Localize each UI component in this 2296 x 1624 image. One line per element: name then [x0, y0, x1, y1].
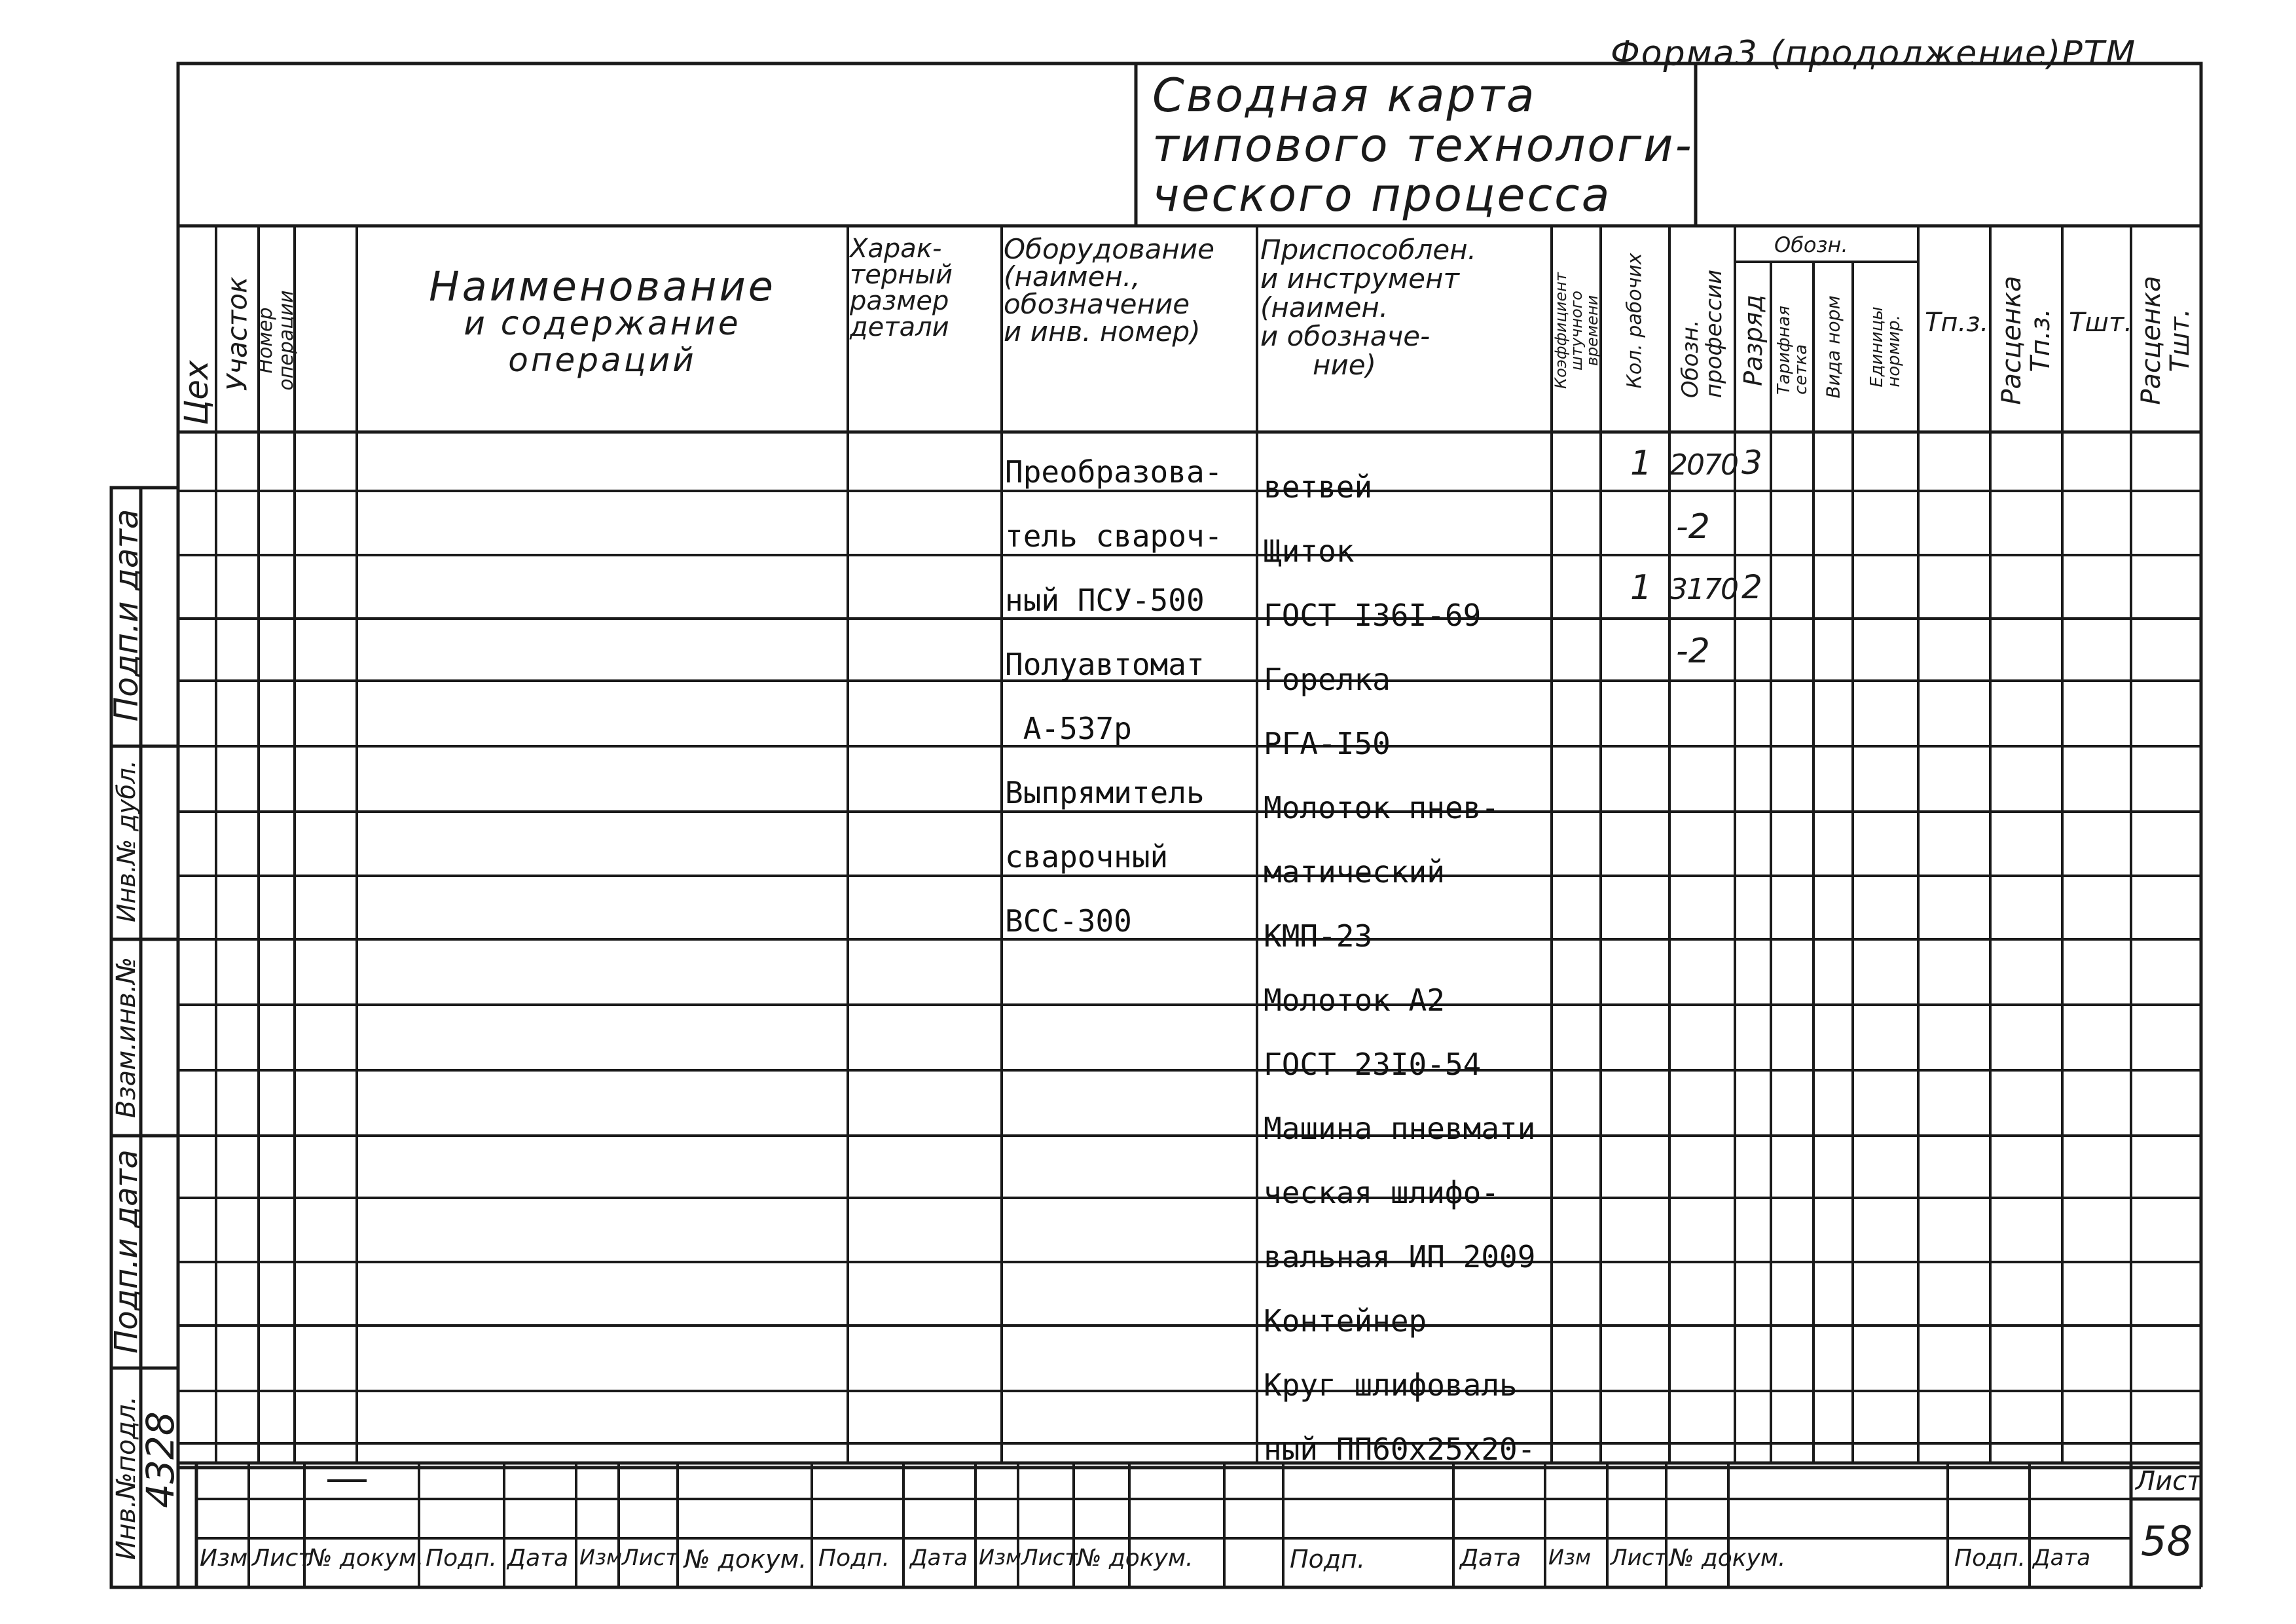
- bottom-label-podp-3: Подп.: [1290, 1545, 1366, 1574]
- header-oboz-group: Обозн.: [1774, 232, 1848, 257]
- kol-rabochih-row3: 1: [1630, 568, 1652, 607]
- title-line-1: Сводная карта: [1152, 69, 1537, 122]
- tool-line: Молоток А2: [1264, 983, 1445, 1018]
- header-oboz-professii: Обозн. профессии: [1677, 269, 1727, 399]
- bottom-label-podp-2: Подп.: [818, 1545, 890, 1572]
- bottom-label-izm-2: Изм: [579, 1545, 623, 1570]
- header-prisposoblenie: Приспособлен. и инструмент (наимен. и обозначе- ние): [1260, 234, 1476, 381]
- equipment-line: ный ПСУ-500: [1005, 583, 1205, 618]
- bottom-label-list-1: Лист: [252, 1545, 312, 1572]
- tool-line: ГОСТ I36I-69: [1264, 598, 1482, 633]
- header-kol-rabochih: Кол. рабочих: [1623, 253, 1647, 389]
- tools-list: [1264, 455, 1535, 1481]
- form-reference: Форма3 (продолжение)РТМ: [1611, 34, 2137, 73]
- bottom-label-dokum-4: № докум.: [1669, 1545, 1786, 1572]
- tool-line: ческая шлифо-: [1264, 1175, 1500, 1210]
- bottom-label-izm-1: Изм: [200, 1545, 248, 1572]
- equipment-line: сварочный: [1005, 839, 1169, 875]
- header-nomer-operacii: Номер операции: [254, 290, 298, 391]
- bottom-label-podp-1: Подп.: [426, 1545, 497, 1572]
- header-tpz: Тп.з.: [1925, 308, 1989, 338]
- header-uchastok: Участок: [221, 276, 253, 391]
- bottom-label-izm-4: Изм: [1548, 1545, 1592, 1570]
- tool-line: ветвей: [1264, 469, 1373, 505]
- tool-line: ГОСТ 23I0-54: [1264, 1047, 1482, 1082]
- header-tarifnaya-setka: Тарифная сетка: [1774, 305, 1811, 395]
- sheet-number: 58: [2141, 1517, 2193, 1565]
- bottom-label-data-1: Дата: [507, 1545, 569, 1572]
- header-tsht: Тшт.: [2069, 308, 2133, 338]
- bottom-label-data-4: Дата: [2033, 1545, 2091, 1571]
- prof-code-row2: -2: [1676, 507, 1710, 547]
- tool-line: Круг шлифоваль: [1264, 1367, 1518, 1403]
- tool-line: Щиток: [1264, 533, 1355, 569]
- side-inv-number: 4328: [138, 1411, 183, 1508]
- sheet-label: Лист: [2136, 1466, 2202, 1496]
- bottom-label-dokum-2: № докум.: [684, 1545, 807, 1574]
- bottom-label-dokum-1: № докум.: [308, 1545, 424, 1572]
- equipment-line: ВСС-300: [1005, 903, 1132, 939]
- razryad-row1: 3: [1741, 444, 1762, 482]
- tool-line: вальная ИП 2009: [1264, 1239, 1536, 1274]
- bottom-label-list-3: Лист: [1021, 1545, 1078, 1571]
- header-rascenka-tsht: Расценка Тшт.: [2136, 276, 2195, 405]
- tool-line: Молоток пнев-: [1264, 790, 1500, 825]
- tool-line: РГА-I50: [1264, 726, 1391, 761]
- header-vida-norm: Вида норм: [1822, 295, 1844, 399]
- equipment-list: [1005, 440, 1222, 953]
- prof-code-row1: 2070: [1669, 448, 1738, 482]
- tool-line: Горелка: [1264, 662, 1391, 697]
- header-rascenka-tpz: Расценка Тп.з.: [1997, 276, 2056, 405]
- equipment-line: Полуавтомат: [1005, 647, 1205, 682]
- document-title: [1152, 71, 1694, 220]
- equipment-line: А-537р: [1005, 711, 1132, 746]
- tool-line: матический: [1264, 854, 1445, 890]
- prof-code-row4: -2: [1676, 632, 1710, 671]
- bottom-label-dokum-3: № докум.: [1077, 1545, 1194, 1572]
- header-razryad: Разряд: [1739, 295, 1768, 386]
- bottom-label-list-2: Лист: [622, 1545, 679, 1571]
- header-edinicy-normir: Единицы нормир.: [1867, 306, 1904, 388]
- tool-line: Контейнер: [1264, 1303, 1427, 1339]
- tool-line: Машина пневмати: [1264, 1111, 1536, 1146]
- tool-line: КМП-23: [1264, 918, 1373, 954]
- side-label-vzam-inv: Взам.инв.№: [111, 956, 141, 1119]
- tool-line: ный ПП60х25х20-: [1264, 1432, 1536, 1467]
- bottom-label-izm-3: Изм: [979, 1545, 1022, 1570]
- header-harakter-razmer: Харак- терный размер детали: [850, 234, 953, 342]
- bottom-label-data-3: Дата: [1460, 1545, 1522, 1572]
- equipment-line: Выпрямитель: [1005, 775, 1205, 810]
- header-oborudovanie: Оборудование (наимен., обозначение и инв. номер): [1004, 233, 1214, 348]
- title-line-3: ческого процесса: [1152, 168, 1612, 222]
- equipment-line: Преобразова-: [1005, 454, 1223, 490]
- equipment-line: тель свароч-: [1005, 518, 1223, 554]
- bottom-label-podp-4: Подп.: [1954, 1545, 2026, 1572]
- bottom-label-list-4: Лист: [1611, 1545, 1667, 1571]
- side-label-podp-data-1: Подп.и дата: [107, 509, 145, 722]
- header-koefficient: Коэффициент штучного времени: [1552, 272, 1601, 389]
- side-label-podp-data-2: Подп.и дата: [108, 1149, 145, 1354]
- razryad-row3: 2: [1741, 568, 1762, 606]
- bottom-label-data-2: Дата: [910, 1545, 968, 1571]
- side-label-inv-podl: Инв.№подл.: [111, 1396, 141, 1561]
- header-naimenovanie: Наименование и содержание операций: [429, 262, 776, 379]
- side-label-inv-dubl: Инв.№ дубл.: [112, 760, 141, 922]
- kol-rabochih-row1: 1: [1630, 444, 1652, 483]
- header-tseh: Цех: [177, 360, 215, 425]
- title-line-2: типового технологи-: [1152, 118, 1694, 172]
- prof-code-row3: 3170: [1669, 573, 1738, 606]
